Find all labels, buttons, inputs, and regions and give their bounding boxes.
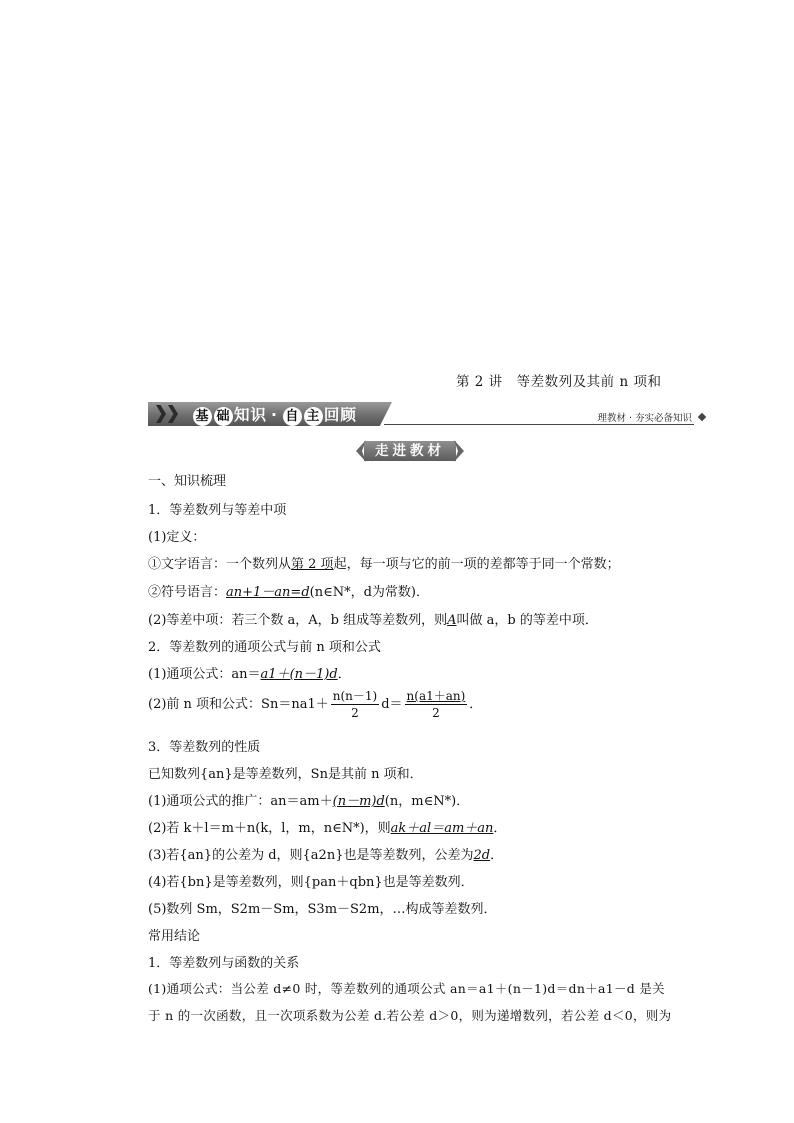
underlined-answer: 2d xyxy=(473,848,491,863)
text-span: (1)通项公式的推广：an＝am＋ xyxy=(148,794,333,809)
text-span: ②符号语言： xyxy=(148,585,227,600)
text-span: ． xyxy=(490,848,504,863)
text-span: d＝ xyxy=(381,697,403,712)
item3-title: 3．等差数列的性质 xyxy=(148,740,261,755)
banner-char: 础 xyxy=(214,407,233,426)
banner-char: 回顾 xyxy=(323,406,357,424)
item1-title: 1．等差数列与等差中项 xyxy=(148,503,287,518)
sub-banner xyxy=(356,440,464,462)
property-3 xyxy=(148,844,503,863)
text-span: (2)前 n 项和公式：Sn＝na1＋ xyxy=(148,697,329,712)
underlined-answer: ak＋al＝am＋an xyxy=(390,821,494,836)
fraction-numerator: n(n－1) xyxy=(332,689,378,703)
property-2 xyxy=(148,817,506,836)
item2-title: 2．等差数列的通项公式与前 n 项和公式 xyxy=(148,640,381,655)
banner-title xyxy=(192,403,357,426)
banner-char: 知识 xyxy=(234,406,268,424)
text-span: ． xyxy=(493,821,507,836)
diamond-icon xyxy=(698,413,706,421)
arithmetic-mean-line xyxy=(148,609,598,628)
property-1 xyxy=(148,790,469,809)
symbol-language-line xyxy=(148,581,429,600)
text-span: ． xyxy=(469,697,483,712)
text-span: ①文字语言：一个数列从 xyxy=(148,557,292,572)
fraction-numerator: n(a1＋an) xyxy=(406,689,466,703)
text-span: 叫做 a，b 的等差中项． xyxy=(456,613,598,628)
banner-char: 主 xyxy=(304,407,323,426)
conclusion-text-line: 于 n 的一次函数，且一次项系数为公差 d.若公差 d＞0，则为递增数列，若公差 d＜0，则为 xyxy=(148,1008,672,1023)
banner-right-text: 理教材 · 夯实必备知识 xyxy=(597,413,692,424)
conclusion-text-line: (1)通项公式：当公差 d≠0 时，等差数列的通项公式 an＝a1＋(n－1)d＝dn＋a1－d 是关 xyxy=(148,981,665,996)
text-language-line xyxy=(148,553,620,572)
definition-label: (1)定义： xyxy=(148,530,206,545)
text-span: (3)若{an}的公差为 d，则{a2n}也是等差数列，公差为 xyxy=(148,848,474,863)
lecture-title: 第 2 讲 等差数列及其前 n 项和 xyxy=(456,374,662,390)
conclusions-heading: 常用结论 xyxy=(148,929,201,944)
text-span: (2)若 k＋l＝m＋n(k，l，m，n∈N*)，则 xyxy=(148,821,391,836)
general-term-line xyxy=(148,663,351,682)
text-span: (n∈N*，d为常数)． xyxy=(309,585,429,600)
banner-char: 基 xyxy=(193,407,212,426)
fraction-denominator: 2 xyxy=(351,706,359,720)
fraction-denominator: 2 xyxy=(432,706,440,720)
fraction xyxy=(405,688,468,721)
text-span: (1)通项公式：an＝ xyxy=(148,667,261,682)
property-4: (4)若{bn}是等差数列，则{pan＋qbn}也是等差数列． xyxy=(148,875,474,890)
text-span: (2)等差中项：若三个数 a，A，b 组成等差数列，则 xyxy=(148,613,448,628)
underlined-answer: (n－m)d xyxy=(332,794,385,809)
section-banner xyxy=(148,402,706,426)
banner-char: 自 xyxy=(283,407,302,426)
text-span: (n，m∈N*)． xyxy=(384,794,470,809)
property-5: (5)数列 Sm，S2m－Sm，S3m－S2m，…构成等差数列． xyxy=(148,902,497,917)
property-intro: 已知数列{an}是等差数列，Sn是其前 n 项和． xyxy=(148,767,423,782)
underlined-answer: 第 2 项 xyxy=(291,557,334,572)
underlined-answer: a1＋(n－1)d xyxy=(260,667,338,682)
sum-formula-line xyxy=(148,688,482,721)
fraction xyxy=(331,688,379,721)
underlined-answer: A xyxy=(447,613,457,628)
underlined-answer: an+1－an=d xyxy=(226,585,310,600)
banner-rule xyxy=(384,424,694,425)
banner-separator: · xyxy=(271,406,278,424)
sub-banner-label: 走进教材 xyxy=(364,441,456,461)
text-span: ． xyxy=(337,667,351,682)
text-span: 起，每一项与它的前一项的差都等于同一个常数； xyxy=(333,557,620,572)
section-heading: 一、知识梳理 xyxy=(148,474,227,489)
conclusion-1-title: 1．等差数列与函数的关系 xyxy=(148,956,300,971)
